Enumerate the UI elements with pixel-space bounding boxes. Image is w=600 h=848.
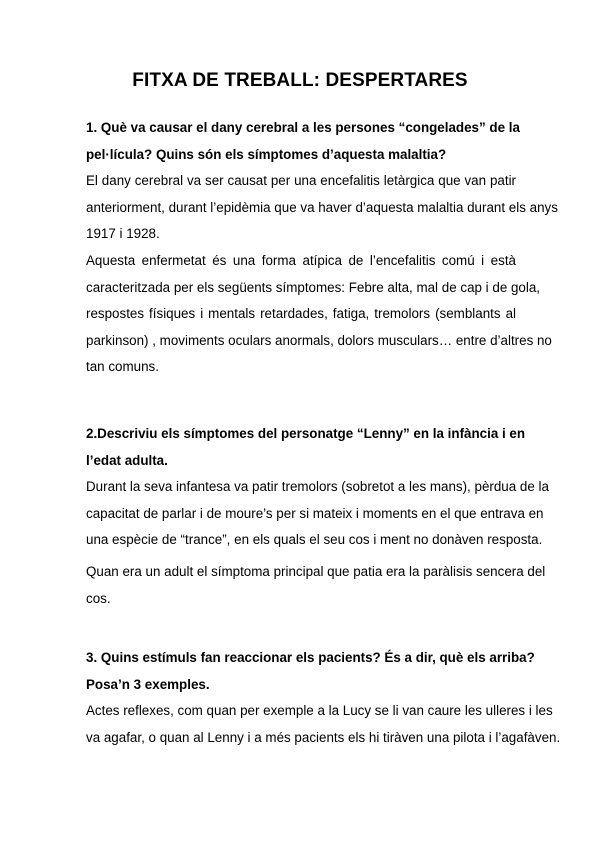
answer-2-paragraph-1 — [86, 474, 549, 554]
answer-1-paragraph-1 — [86, 168, 558, 248]
answer-1-paragraph-2 — [86, 248, 552, 381]
answer-line: Aquesta enfermetat és una forma atípica de l’encefalitis comú i està — [86, 253, 516, 268]
answer-line: 1917 i 1928. — [86, 226, 160, 242]
answer-line: va agafar, o quan al Lenny i a més pacients els hi tiràven una pilota i l’agafàven. — [86, 729, 561, 745]
answer-line: caracteritzada per els següents símptomes: Febre alta, mal de cap i de gola, — [86, 279, 541, 295]
answer-line: capacitat de parlar i de moure’s per si mateix i moments en el que entrava en — [86, 505, 544, 521]
question-1 — [86, 115, 520, 168]
answer-line: Quan era un adult el símptoma principal que patia era la paràlisis sencera del — [86, 564, 546, 579]
answer-2-paragraph-2 — [86, 559, 546, 612]
answer-line: una espècie de “trance”, en els quals el seu cos i ment no donàven resposta. — [86, 532, 543, 548]
question-2-line: l’edat adulta. — [86, 452, 168, 468]
question-3-line: Posa’n 3 exemples. — [86, 676, 210, 692]
answer-line: Durant la seva infantesa va patir tremolors (sobretot a les mans), pèrdua de la — [86, 479, 549, 494]
question-3 — [86, 645, 535, 698]
answer-line: El dany cerebral va ser causat per una encefalitis letàrgica que van patir — [86, 173, 516, 188]
answer-3-paragraph-1 — [86, 698, 561, 751]
page-title: FITXA DE TREBALL: DESPERTARES — [132, 70, 468, 91]
answer-line: parkinson) , moviments oculars anormals, dolors musculars… entre d’altres no — [86, 332, 552, 348]
question-1-line: 1. Què va causar el dany cerebral a les persones “congelades” de la — [86, 120, 520, 135]
question-2-line: 2.Descriviu els símptomes del personatge “Lenny” en la infància i en — [86, 426, 526, 441]
question-2 — [86, 421, 526, 474]
answer-line: tan comuns. — [86, 359, 159, 375]
answer-line: anteriorment, durant l’epidèmia que va haver d’aquesta malaltia durant els anys — [86, 199, 558, 215]
answer-line: cos. — [86, 590, 111, 606]
answer-line: respostes físiques i mentals retardades, fatiga, tremolors (semblants al — [86, 306, 516, 322]
question-3-line: 3. Quins estímuls fan reaccionar els pacients? És a dir, què els arriba? — [86, 650, 535, 665]
question-1-line: pel·lícula? Quins són els símptomes d’aquesta malaltia? — [86, 146, 447, 162]
answer-line: Actes reflexes, com quan per exemple a la Lucy se li van caure les ulleres i les — [86, 703, 553, 718]
